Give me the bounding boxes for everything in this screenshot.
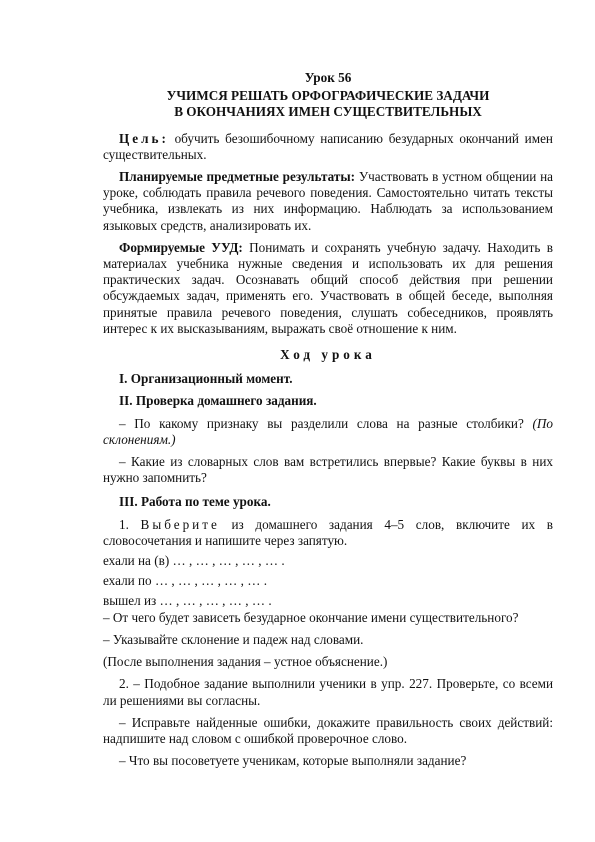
course-heading: Ход урока: [280, 347, 376, 363]
goal-text: обучить безошибочному написанию безударных окончаний имен существительных.: [103, 130, 553, 162]
results-text: Участвовать в устном общении на уроке, соблюдать правила речевого поведения. Самостоятельно читать тексты учебника, извлекать из них информацию. Наблюдать за использованием языковых средств, анализировать их.: [103, 169, 553, 233]
task-1-line-1: – От чего будет зависеть безударное окончание имени существительного?: [103, 609, 519, 625]
task-1-line-3: (После выполнения задания – устное объяснение.): [103, 654, 388, 670]
lesson-title-line-2: В ОКОНЧАНИЯХ ИМЕН СУЩЕСТВИТЕЛЬНЫХ: [174, 104, 482, 120]
task-2-line-2: – Что вы посоветуете ученикам, которые выполняли задание?: [119, 753, 467, 769]
task-2-line-1: – Исправьте найденные ошибки, докажите правильность своих действий: надпишите над словом с ошибкой проверочное слово.: [103, 714, 553, 746]
lesson-title-line-1: УЧИМСЯ РЕШАТЬ ОРФОГРАФИЧЕСКИЕ ЗАДАЧИ: [166, 88, 490, 104]
question-2: – Какие из словарных слов вам встретились впервые? Какие буквы в них нужно запомнить?: [103, 454, 553, 486]
lesson-number: Урок 56: [304, 70, 352, 85]
question-1-text: – По какому признаку вы разделили слова на разные столбики?: [119, 415, 533, 431]
task-1-paragraph: [103, 517, 553, 549]
results-label: Планируемые предметные результаты:: [119, 169, 356, 185]
section-2-heading: II. Проверка домашнего задания.: [119, 393, 317, 409]
question-1: [103, 416, 553, 448]
task-2-paragraph: 2. – Подобное задание выполнили ученики в упр. 227. Проверьте, со всеми ли решениями вы согласны.: [103, 676, 553, 708]
task-1-line-2: – Указывайте склонение и падеж над словами.: [103, 631, 364, 647]
uud-paragraph: [103, 240, 553, 337]
uud-text: Понимать и сохранять учебную задачу. Находить в материалах учебника нужные сведения и использовать их для решения практических задач. Осознавать общий способ действия при решении обсуждаемых задач, применять его. Участвовать в общей беседе, выполняя принятые правила речевого поведения, слушать собеседников, проявлять интерес к их высказываниям, выражать своё отношение к ним.: [103, 239, 553, 336]
task-1-number: 1.: [119, 516, 141, 532]
goal-paragraph: [103, 131, 553, 163]
goal-label: Цель:: [119, 130, 169, 146]
question-1-answer: (По склонениям.): [103, 415, 553, 447]
example-line-2: ехали по … , … , … , … , … .: [103, 573, 268, 589]
task-1-verb: Выберите: [140, 516, 220, 532]
section-3-heading: III. Работа по теме урока.: [119, 494, 271, 510]
results-paragraph: [103, 169, 553, 234]
section-1-heading: I. Организационный момент.: [119, 371, 293, 387]
uud-label: Формируемые УУД:: [119, 239, 243, 255]
example-line-1: ехали на (в) … , … , … , … , … .: [103, 553, 285, 569]
document-content: [103, 70, 553, 769]
task-1-text: из домашнего задания 4–5 слов, включите их в словосочетания и напишите через запятую.: [103, 516, 553, 548]
example-line-3: вышел из … , … , … , … , … .: [103, 593, 272, 609]
